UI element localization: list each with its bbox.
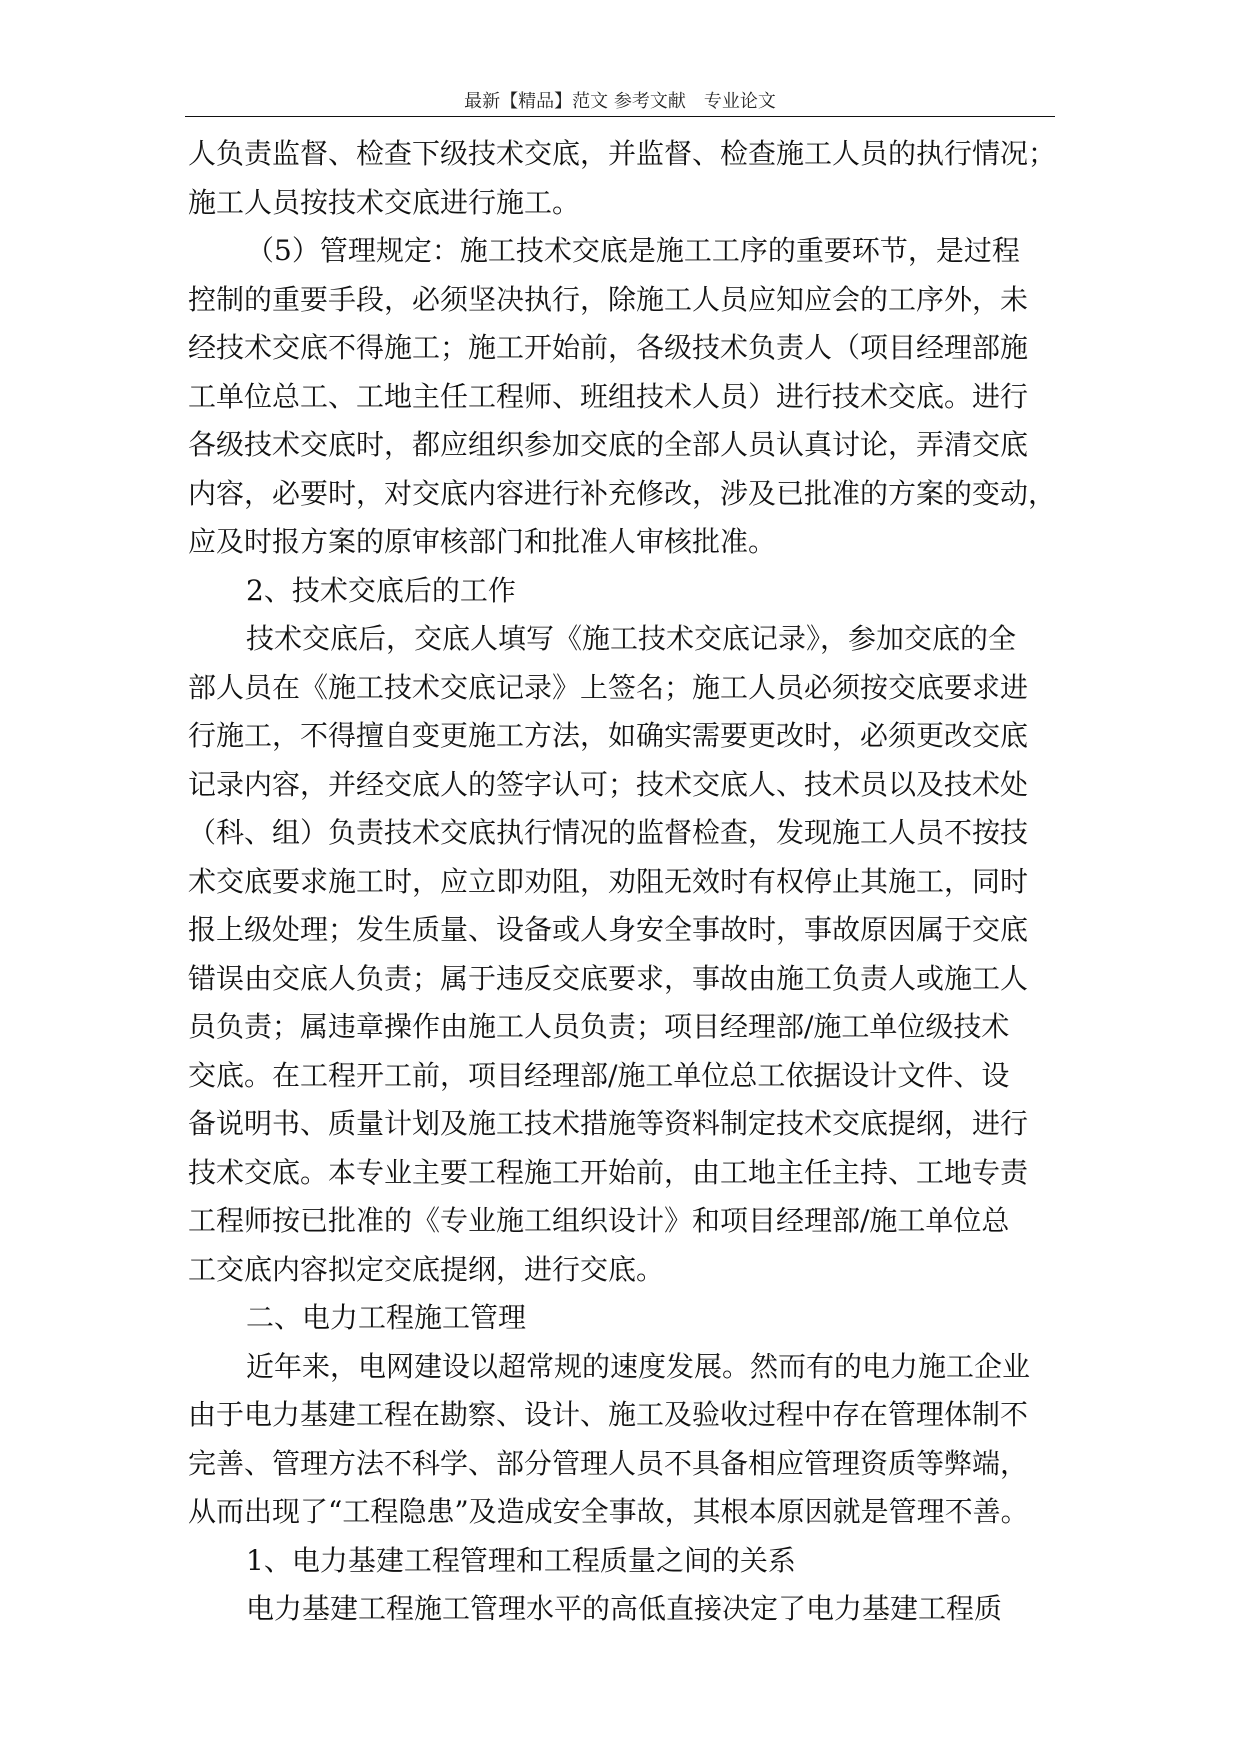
text-line: 员负责；属违章操作由施工人员负责；项目经理部/施工单位级技术 [188,1010,1010,1043]
text-line: （5）管理规定：施工技术交底是施工工序的重要环节，是过程 [246,234,1020,267]
text-line: （科、组）负责技术交底执行情况的监督检查，发现施工人员不按技 [188,816,1029,849]
text-line: 工单位总工、工地主任工程师、班组技术人员）进行技术交底。进行 [188,379,1029,413]
text-line: 电力基建工程施工管理水平的高低直接决定了电力基建工程质 [246,1592,1003,1625]
text-line: 术交底要求施工时，应立即劝阻，劝阻无效时有权停止其施工，同时 [188,864,1029,898]
page-header: 最新【精品】范文 参考文献 专业论文 [464,91,776,112]
text-line: 备说明书、质量计划及施工技术措施等资料制定技术交底提纲，进行 [188,1107,1029,1140]
text-line: 应及时报方案的原审核部门和批准人审核批准。 [188,525,777,558]
text-line: 完善、管理方法不科学、部分管理人员不具备相应管理资质等弊端， [188,1446,1029,1480]
text-line: 2、技术交底后的工作 [246,573,516,607]
text-line: 内容，必要时，对交底内容进行补充修改，涉及已批准的方案的变动， [188,476,1057,510]
header-rule [185,116,1055,117]
text-line: 工程师按已批准的《专业施工组织设计》和项目经理部/施工单位总 [188,1204,1010,1237]
text-line: 工交底内容拟定交底提纲，进行交底。 [188,1252,665,1286]
text-line: 人负责监督、检查下级技术交底，并监督、检查施工人员的执行情况； [188,137,1057,170]
text-line: 1、电力基建工程管理和工程质量之间的关系 [246,1543,796,1577]
text-line: 行施工，不得擅自变更施工方法，如确实需要更改时，必须更改交底 [188,719,1029,752]
text-line: 报上级处理；发生质量、设备或人身安全事故时，事故原因属于交底 [188,913,1029,946]
text-line: 从而出现了“工程隐患”及造成安全事故，其根本原因就是管理不善。 [188,1495,1029,1528]
text-line: 控制的重要手段，必须坚决执行，除施工人员应知应会的工序外，未 [188,282,1029,316]
text-line: 技术交底后，交底人填写《施工技术交底记录》，参加交底的全 [246,622,1017,655]
text-line: 施工人员按技术交底进行施工。 [188,185,581,219]
text-line: 技术交底。本专业主要工程施工开始前，由工地主任主持、工地专责 [188,1155,1029,1189]
text-line: 近年来，电网建设以超常规的速度发展。然而有的电力施工企业 [246,1349,1031,1383]
text-line: 各级技术交底时，都应组织参加交底的全部人员认真讨论，弄清交底 [188,428,1029,461]
text-line: 错误由交底人负责；属于违反交底要求，事故由施工负责人或施工人 [188,961,1029,995]
text-line: 经技术交底不得施工；施工开始前，各级技术负责人（项目经理部施 [188,331,1029,364]
text-line: 由于电力基建工程在勘察、设计、施工及验收过程中存在管理体制不 [188,1398,1029,1431]
text-line: 记录内容，并经交底人的签字认可；技术交底人、技术员以及技术处 [188,767,1029,801]
document-body [188,130,1068,1634]
text-line: 部人员在《施工技术交底记录》上签名；施工人员必须按交底要求进 [188,670,1029,704]
text-line: 二、电力工程施工管理 [246,1301,527,1334]
text-line: 交底。在工程开工前，项目经理部/施工单位总工依据设计文件、设 [188,1058,1010,1092]
